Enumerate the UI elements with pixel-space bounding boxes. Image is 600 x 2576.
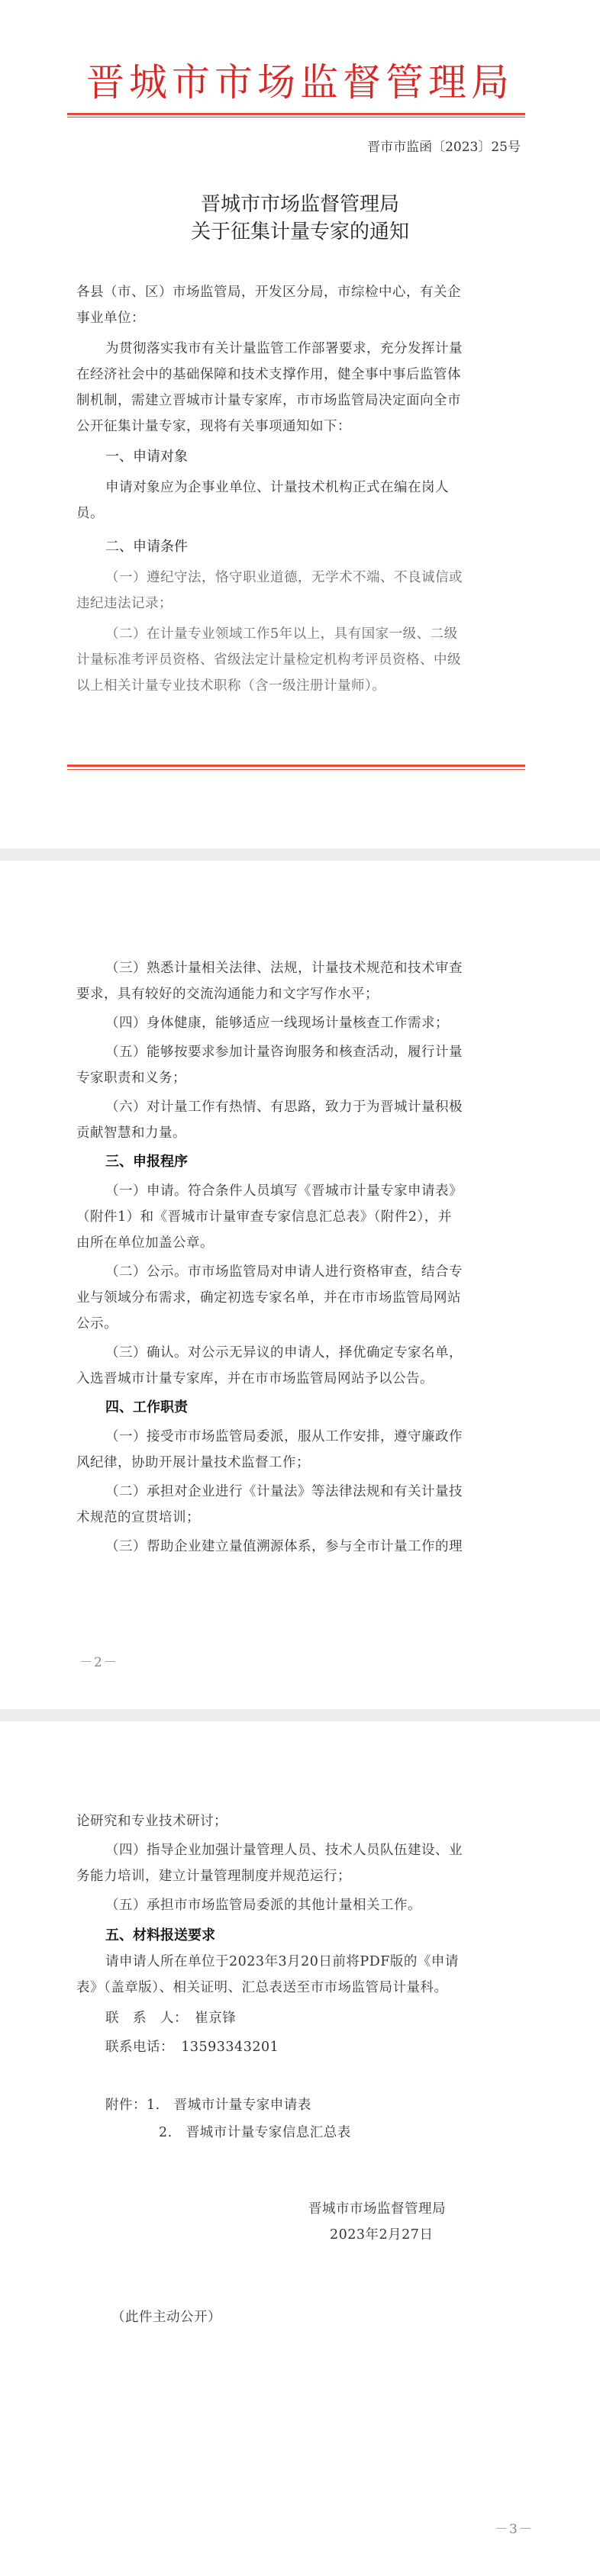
footer-rule-thin bbox=[67, 769, 525, 770]
condition-item-2: 以上相关计量专业技术职称（含一级注册计量师）。 bbox=[76, 678, 386, 694]
disclosure-note: （此件主动公开） bbox=[111, 2310, 221, 2325]
page-number: －2－ bbox=[79, 1655, 118, 1670]
letterhead-rule-thin bbox=[67, 117, 525, 118]
document-number: 晋市市监函〔2023〕25号 bbox=[367, 140, 521, 155]
document-page-1 bbox=[0, 0, 600, 848]
procedure-item-1: （一）申请。符合条件人员填写《晋城市计量专家申请表》 bbox=[105, 1183, 463, 1199]
salutation-line: 各县（市、区）市场监管局，开发区分局，市综检中心，有关企 bbox=[76, 285, 461, 300]
procedure-item-2: （二）公示。市市场监管局对申请人进行资格审查，结合专 bbox=[105, 1264, 463, 1280]
procedure-item-2: 业与领域分布需求，确定初选专家名单，并在市市场监管局网站 bbox=[76, 1290, 461, 1306]
intro-line: 为贯彻落实我市有关计量监管工作部署要求，充分发挥计量 bbox=[105, 341, 463, 356]
duty-item-2: 术规范的宣贯培训； bbox=[76, 1510, 200, 1525]
page-title-line1: 晋城市市场监督管理局 bbox=[200, 193, 399, 216]
signature-organization: 晋城市市场监督管理局 bbox=[308, 2201, 446, 2217]
condition-item-3: （三）熟悉计量相关法律、法规，计量技术规范和技术审查 bbox=[105, 961, 463, 976]
document-page-3 bbox=[0, 1721, 600, 2576]
condition-item-1: （一）遵纪守法，恪守职业道德，无学术不端、不良诚信或 bbox=[105, 570, 463, 585]
condition-item-6: （六）对计量工作有热情、有思路，致力于为晋城计量积极 bbox=[105, 1100, 463, 1115]
section-1-line: 员。 bbox=[76, 506, 104, 521]
condition-item-2: 计量标准考评员资格、省级法定计量检定机构考评员资格、中级 bbox=[76, 652, 461, 668]
procedure-item-1: （附件1）和《晋城市计量审查专家信息汇总表》（附件2），并 bbox=[76, 1209, 452, 1225]
section-heading-2: 二、申请条件 bbox=[105, 539, 188, 555]
signature-date: 2023年2月27日 bbox=[330, 2227, 434, 2243]
letterhead: 晋城市市场监督管理局 bbox=[86, 60, 514, 105]
submission-line: 请申请人所在单位于2023年3月20日前将PDF版的《申请 bbox=[105, 1954, 459, 1969]
section-heading-1: 一、申请对象 bbox=[105, 449, 188, 465]
document-page-2 bbox=[0, 861, 600, 1709]
intro-line: 公开征集计量专家，现将有关事项通知如下： bbox=[76, 419, 351, 434]
duty-item-3: 论研究和专业技术研讨； bbox=[76, 1814, 227, 1829]
procedure-item-1: 由所在单位加盖公章。 bbox=[76, 1235, 214, 1251]
section-heading-5: 五、材料报送要求 bbox=[105, 1927, 215, 1943]
intro-line: 在经济社会中的基础保障和技术支撑作用，健全事中事后监管体 bbox=[76, 367, 461, 382]
salutation-line: 事业单位： bbox=[76, 311, 145, 326]
condition-item-4: （四）身体健康，能够适应一线现场计量核查工作需求； bbox=[105, 1016, 449, 1031]
condition-item-5: （五）能够按要求参加计量咨询服务和核查活动，履行计量 bbox=[105, 1045, 463, 1060]
condition-item-3: 要求，具有较好的交流沟通能力和文字写作水平； bbox=[76, 987, 379, 1002]
duty-item-3: （三）帮助企业建立量值溯源体系，参与全市计量工作的理 bbox=[105, 1539, 463, 1554]
letterhead-rule bbox=[67, 113, 525, 115]
procedure-item-3: （三）确认。对公示无异议的申请人，择优确定专家名单， bbox=[105, 1345, 463, 1360]
duty-item-4: 务能力培训，建立计量管理制度并规范运行； bbox=[76, 1869, 351, 1884]
section-heading-3: 三、申报程序 bbox=[105, 1154, 188, 1170]
duty-item-5: （五）承担市市场监管局委派的其他计量相关工作。 bbox=[105, 1898, 421, 1913]
condition-item-2: （二）在计量专业领域工作5年以上，具有国家一级、二级 bbox=[105, 626, 458, 642]
footer-rule bbox=[67, 765, 525, 767]
contact-person: 联 系 人： 崔京锋 bbox=[105, 2011, 237, 2026]
section-heading-4: 四、工作职责 bbox=[105, 1399, 188, 1415]
duty-item-4: （四）指导企业加强计量管理人员、技术人员队伍建设、业 bbox=[105, 1843, 463, 1858]
attachment-2: 2. 晋城市计量专家信息汇总表 bbox=[159, 2125, 351, 2140]
duty-item-1: 风纪律，协助开展计量技术监督工作； bbox=[76, 1455, 310, 1470]
condition-item-5: 专家职责和义务； bbox=[76, 1071, 186, 1086]
procedure-item-2: 公示。 bbox=[76, 1316, 118, 1331]
condition-item-6: 贡献智慧和力量。 bbox=[76, 1125, 186, 1141]
page-title-line2: 关于征集计量专家的通知 bbox=[190, 221, 409, 243]
duty-item-2: （二）承担对企业进行《计量法》等法律法规和有关计量技 bbox=[105, 1484, 463, 1499]
submission-line: 表》（盖章版）、相关证明、汇总表送至市市场监管局计量科。 bbox=[76, 1980, 448, 1995]
intro-line: 制机制，需建立晋城市计量专家库，市市场监管局决定面向全市 bbox=[76, 393, 461, 408]
section-1-line: 申请对象应为企事业单位、计量技术机构正式在编在岗人 bbox=[105, 480, 449, 495]
page-number: －3－ bbox=[495, 2522, 534, 2537]
contact-phone: 联系电话： 13593343201 bbox=[105, 2040, 279, 2055]
attachment-1: 附件：1. 晋城市计量专家申请表 bbox=[105, 2098, 311, 2113]
procedure-item-3: 入选晋城市计量专家库，并在市市场监管局网站予以公告。 bbox=[76, 1371, 434, 1386]
duty-item-1: （一）接受市市场监管局委派，服从工作安排，遵守廉政作 bbox=[105, 1429, 463, 1444]
condition-item-1: 违纪违法记录； bbox=[76, 596, 173, 611]
